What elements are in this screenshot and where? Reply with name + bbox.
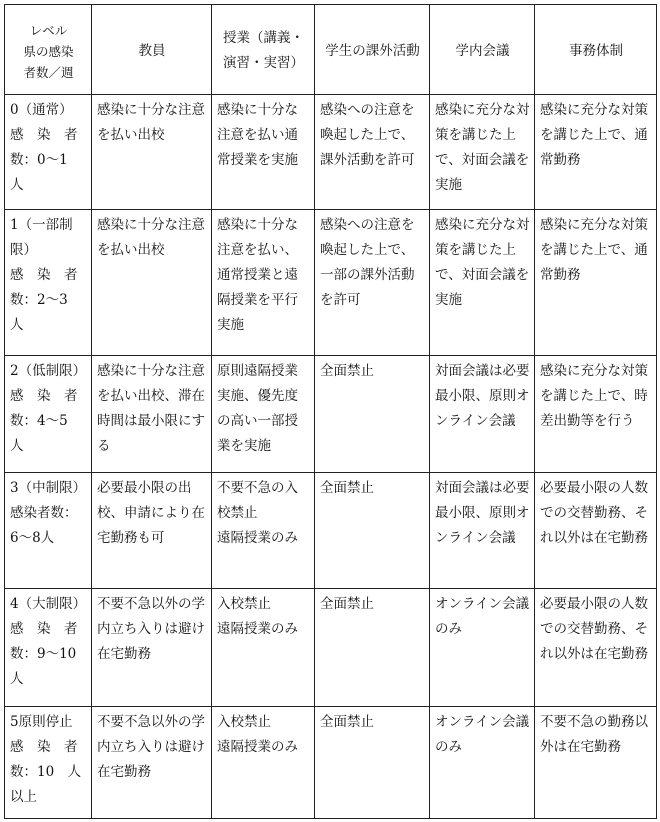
faculty-cell: 不要不急以外の学内立ち入りは避け在宅勤務: [92, 589, 212, 707]
office-cell: 感染に充分な対策を講じた上で、通常勤務: [535, 95, 657, 210]
meetings-cell: オンライン会議のみ: [430, 589, 535, 707]
level-cell: 4（大制限） 感 染 者 数：9～10 人: [5, 589, 92, 707]
table-row: [5, 356, 657, 473]
faculty-cell: 感染に十分な注意を払い出校、滞在時間は最小限にする: [92, 356, 212, 473]
classes-cell: 感染に十分な注意を払い、通常授業と遠隔授業を平行実施: [212, 210, 315, 356]
meetings-cell: 感染に充分な対策を講じた上で、対面会議を実施: [430, 95, 535, 210]
office-cell: 感染に充分な対策を講じた上で、通常勤務: [535, 210, 657, 356]
level-cell: 1（一部制 限） 感 染 者 数：2～3 人: [5, 210, 92, 356]
header-row: [5, 5, 657, 95]
activities-cell: 全面禁止: [315, 707, 430, 819]
header-faculty: 教員: [92, 5, 212, 95]
table-row: [5, 210, 657, 356]
faculty-cell: 感染に十分な注意を払い出校: [92, 210, 212, 356]
meetings-cell: 対面会議は必要最小限、原則オンライン会議: [430, 356, 535, 473]
level-cell: 2（低制限） 感 染 者 数：4～5 人: [5, 356, 92, 473]
table-row: [5, 95, 657, 210]
meetings-cell: 対面会議は必要最小限、原則オンライン会議: [430, 473, 535, 589]
activities-cell: 全面禁止: [315, 473, 430, 589]
table-row: [5, 707, 657, 819]
activities-cell: 全面禁止: [315, 356, 430, 473]
level-cell: 0（通常） 感 染 者 数：0～1 人: [5, 95, 92, 210]
classes-cell: 感染に十分な注意を払い通常授業を実施: [212, 95, 315, 210]
classes-cell: 入校禁止 遠隔授業のみ: [212, 707, 315, 819]
header-classes: 授業（講義・ 演習・実習）: [212, 5, 315, 95]
activities-cell: 全面禁止: [315, 589, 430, 707]
office-cell: 必要最小限の人数での交替勤務、それ以外は在宅勤務: [535, 473, 657, 589]
header-meetings: 学内会議: [430, 5, 535, 95]
office-cell: 必要最小限の人数での交替勤務、それ以外は在宅勤務: [535, 589, 657, 707]
table-row: [5, 473, 657, 589]
meetings-cell: 感染に充分な対策を講じた上で、対面会議を実施: [430, 210, 535, 356]
level-cell: 3（中制限） 感染者数： 6～8人: [5, 473, 92, 589]
faculty-cell: 不要不急以外の学内立ち入りは避け在宅勤務: [92, 707, 212, 819]
table-row: [5, 589, 657, 707]
activities-cell: 感染への注意を喚起した上で、課外活動を許可: [315, 95, 430, 210]
header-level: レベル 県の感染 者数／週: [5, 5, 92, 95]
classes-cell: 入校禁止 遠隔授業のみ: [212, 589, 315, 707]
header-activities: 学生の課外活動: [315, 5, 430, 95]
office-cell: 不要不急の勤務以外は在宅勤務: [535, 707, 657, 819]
meetings-cell: オンライン会議のみ: [430, 707, 535, 819]
header-office: 事務体制: [535, 5, 657, 95]
level-policy-table: [4, 4, 657, 819]
faculty-cell: 感染に十分な注意を払い出校: [92, 95, 212, 210]
office-cell: 感染に充分な対策を講じた上で、時差出勤等を行う: [535, 356, 657, 473]
activities-cell: 感染への注意を喚起した上で、一部の課外活動を許可: [315, 210, 430, 356]
classes-cell: 原則遠隔授業実施、優先度の高い一部授業を実施: [212, 356, 315, 473]
classes-cell: 不要不急の入校禁止 遠隔授業のみ: [212, 473, 315, 589]
level-cell: 5原則停止 感 染 者 数：10 人 以上: [5, 707, 92, 819]
faculty-cell: 必要最小限の出校、申請により在宅勤務も可: [92, 473, 212, 589]
